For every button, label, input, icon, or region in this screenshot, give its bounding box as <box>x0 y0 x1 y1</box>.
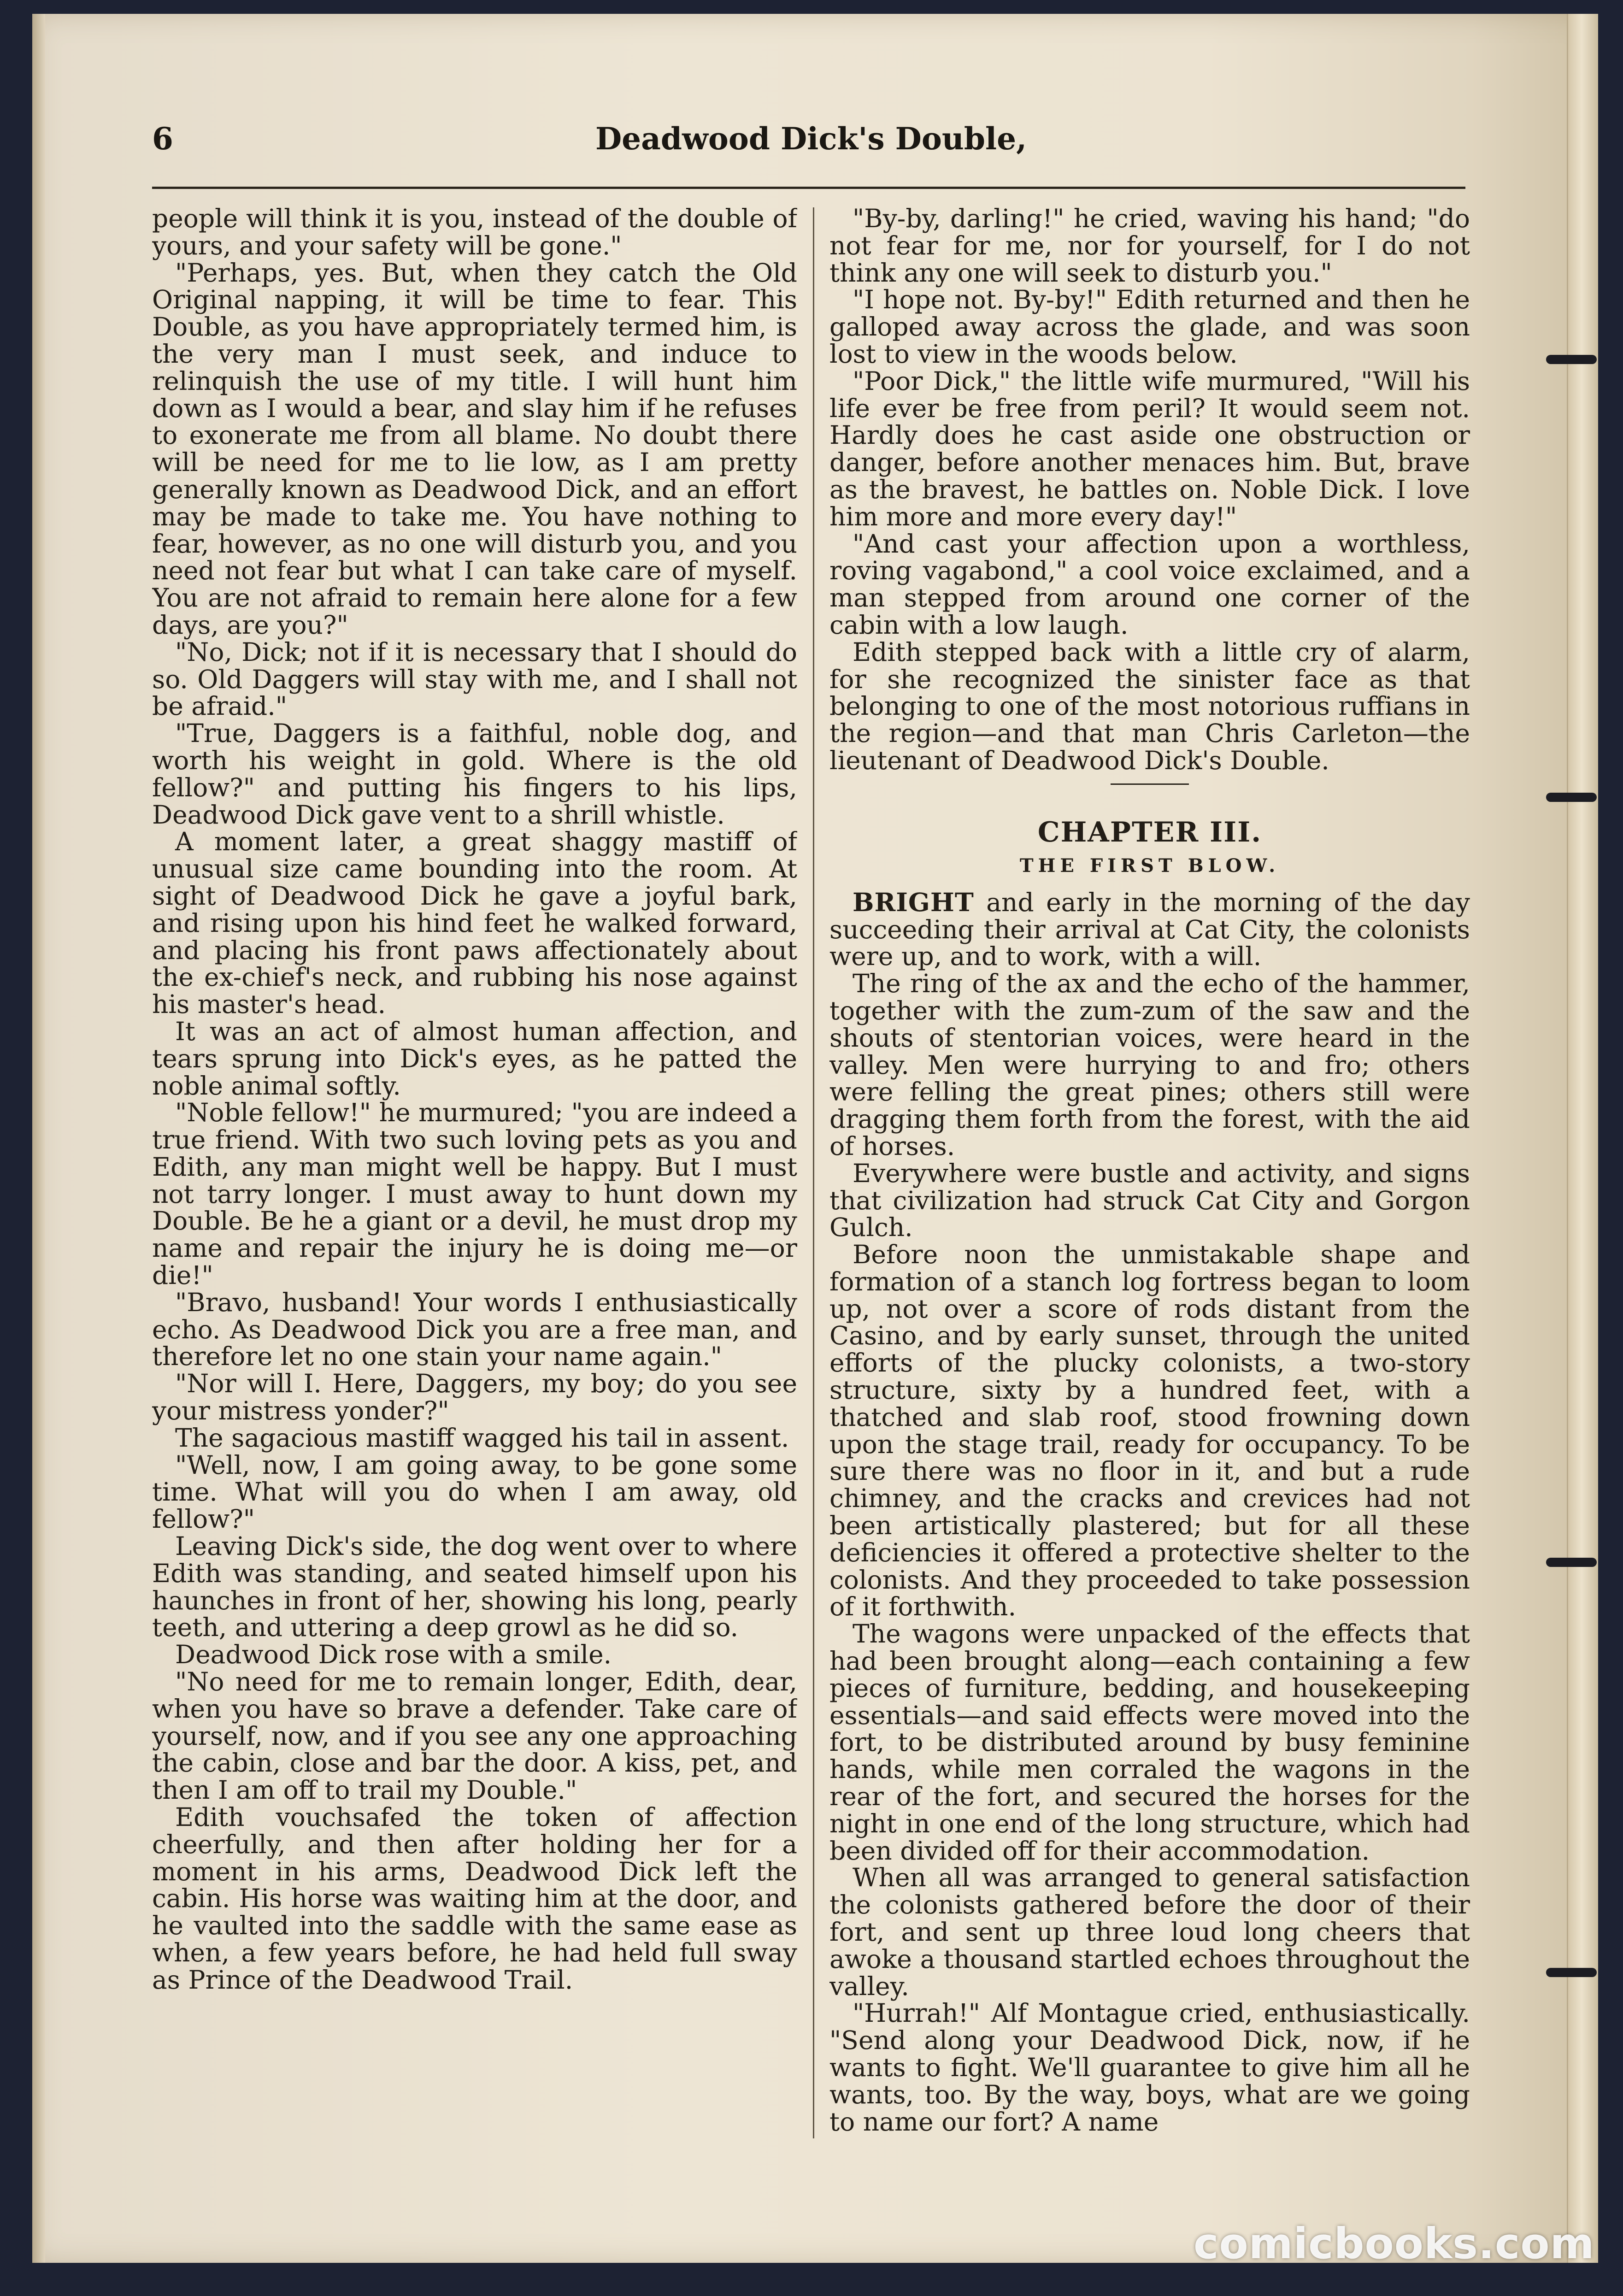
site-watermark: comicbooks.com <box>1194 2219 1595 2268</box>
paragraph: Before noon the unmistakable shape and formation of a stanch log fortress began to loom up, not over a score of rods distant from the Casino, and by early sunset, through the united efforts of the plucky colonists, a two-story structure, sixty by a hundred feet, with a thatched and slab roof, stood frowning down upon the stage trail, ready for occupancy. To be sure there was no floor in it, and but a rude chimney, and the cracks and crevices had not been artistically plastered; but for all these deficiencies it offered a protective shelter to the colonists. And they proceeded to take possession of it forthwith. <box>829 1240 1470 1622</box>
paragraph: "Well, now, I am going away, to be gone some time. What will you do when I am away, old fellow?" <box>152 1450 797 1534</box>
paragraph: "Nor will I. Here, Daggers, my boy; do you see your mistress yonder?" <box>152 1369 797 1426</box>
paragraph: It was an act of almost human affection, and tears sprung into Dick's eyes, as he patted the noble animal softly. <box>152 1016 797 1101</box>
lead-word: BRIGHT <box>853 887 974 917</box>
paragraph: "Hurrah!" Alf Montague cried, enthusiastically. "Send along your Deadwood Dick, now, if he wants to fight. We'll guarantee to give him all he wants, too. By the way, boys, what are we going to name our fort? A name <box>829 1998 1470 2137</box>
right-column <box>829 205 1470 2182</box>
paragraph: When all was arranged to general satisfaction the colonists gathered before the door of their fort, and sent up three loud long cheers that awoke a thousand startled echoes throughout the valley. <box>829 1863 1470 2001</box>
running-title: Deadwood Dick's Double, <box>595 121 1027 157</box>
paragraph: "Noble fellow!" he murmured; "you are indeed a true friend. With two such loving pets as you and Edith, any man might well be happy. But I must not tarry longer. I must away to hunt down my Double. Be he a giant or a devil, he must drop my name and repair the injury he is doing me—or die!" <box>152 1098 797 1290</box>
chapter-subtitle: THE FIRST BLOW. <box>1019 854 1280 877</box>
paragraph: A moment later, a great shaggy mastiff of unusual size came bounding into the room. At sight of Deadwood Dick he gave a joyful bark, and rising upon his hind feet he walked forward, and placing his front paws affectionately about the ex-chief's neck, and rubbing his nose against his master's head. <box>152 827 797 1019</box>
paragraph: "Bravo, husband! Your words I enthusiastically echo. As Deadwood Dick you are a free man, and therefore let no one stain your name again." <box>152 1287 797 1372</box>
binding-staple <box>1546 793 1597 802</box>
paragraph-text: and early in the morning of the day succeeding their arrival at Cat City, the colonists were up, and to work, with a will. <box>829 887 1470 971</box>
paragraph: "No, Dick; not if it is necessary that I should do so. Old Daggers will stay with me, and I shall not be afraid." <box>152 637 797 721</box>
paragraph: "By-by, darling!" he cried, waving his hand; "do not fear for me, nor for yourself, for I do not think any one will seek to disturb you." <box>829 205 1470 288</box>
paragraph: Everywhere were bustle and activity, and signs that civilization had struck Cat City and Gorgon Gulch. <box>829 1158 1470 1242</box>
paragraph: The ring of the ax and the echo of the hammer, together with the zum-zum of the saw and the shouts of stentorian voices, were heard in the valley. Men were hurrying to and fro; others were felling the great pines; others still were dragging them forth from the forest, with the aid of horses. <box>829 969 1470 1161</box>
header-rule <box>152 187 1465 189</box>
paragraph: Edith vouchsafed the token of affection cheerfully, and then after holding her for a moment in his arms, Deadwood Dick left the cabin. His horse was waiting him at the door, and he vaulted into the saddle with the same ease as when, a few years before, he had held full sway as Prince of the Deadwood Trail. <box>152 1802 797 1995</box>
left-column <box>152 205 797 2182</box>
paragraph: The wagons were unpacked of the effects that had been brought along—each containing a few pieces of furniture, bedding, and housekeeping essentials—and said effects were moved into the fort, to be distributed around by busy feminine hands, while men corraled the wagons in the rear of the fort, and secured the horses for the night in one end of the long structure, which had been divided off for their accommodation. <box>829 1619 1470 1866</box>
chapter-heading: CHAPTER III. <box>1037 816 1262 848</box>
paragraph: "And cast your affection upon a worthless, roving vagabond," a cool voice exclaimed, and a man stepped from around one corner of the cabin with a low laugh. <box>829 529 1470 640</box>
binding-staple <box>1546 1968 1597 1977</box>
page-header <box>152 121 1470 171</box>
binding-staple <box>1546 355 1597 364</box>
paragraph: Deadwood Dick rose with a smile. <box>175 1640 612 1670</box>
page-number: 6 <box>152 121 173 157</box>
paragraph: people will think it is you, instead of the double of yours, and your safety will be gone." <box>152 205 797 260</box>
chapter-rule <box>1111 783 1189 785</box>
paragraph: "True, Daggers is a faithful, noble dog, and worth his weight in gold. Where is the old fellow?" and putting his fingers to his lips, Deadwood Dick gave vent to a shrill whistle. <box>152 718 797 830</box>
paragraph: "Poor Dick," the little wife murmured, "Will his life ever be free from peril? It would seem not. Hardly does he cast aside one obstruction or danger, before another menaces him. But, brave as the bravest, he battles on. Noble Dick. I love him more and more every day!" <box>829 366 1470 531</box>
page-left-edge <box>32 14 45 2263</box>
paragraph: "I hope not. By-by!" Edith returned and then he galloped away across the glade, and was soon lost to view in the woods below. <box>829 285 1470 369</box>
paragraph: The sagacious mastiff wagged his tail in assent. <box>175 1423 789 1453</box>
paragraph <box>829 889 1470 970</box>
column-divider <box>813 207 814 2138</box>
binding-spine <box>1567 14 1598 2263</box>
paragraph: "Perhaps, yes. But, when they catch the Old Original napping, it will be time to fear. This Double, as you have appropriately termed him, is the very man I must seek, and induce to relinquish the use of my title. I will hunt him down as I would a bear, and slay him if he refuses to exonerate me from all blame. No doubt there will be need for me to lie low, as I am pretty generally known as Deadwood Dick, and an effort may be made to take me. You have nothing to fear, however, as no one will disturb you, and you need not fear but what I can take care of myself. You are not afraid to remain here alone for a few days, are you?" <box>152 258 797 640</box>
paragraph: Leaving Dick's side, the dog went over to where Edith was standing, and seated himself upon his haunches in front of her, showing his long, pearly teeth, and uttering a deep growl as he did so. <box>152 1531 797 1643</box>
paragraph: Edith stepped back with a little cry of alarm, for she recognized the sinister face as that belonging to one of the most notorious ruffians in the region—and that man Chris Carleton—the lieutenant of Deadwood Dick's Double. <box>829 637 1470 775</box>
binding-staple <box>1546 1558 1597 1567</box>
paragraph: "No need for me to remain longer, Edith, dear, when you have so brave a defender. Take care of yourself, now, and if you see any one approaching the cabin, close and bar the door. A kiss, pet, and then I am off to trail my Double." <box>152 1667 797 1805</box>
